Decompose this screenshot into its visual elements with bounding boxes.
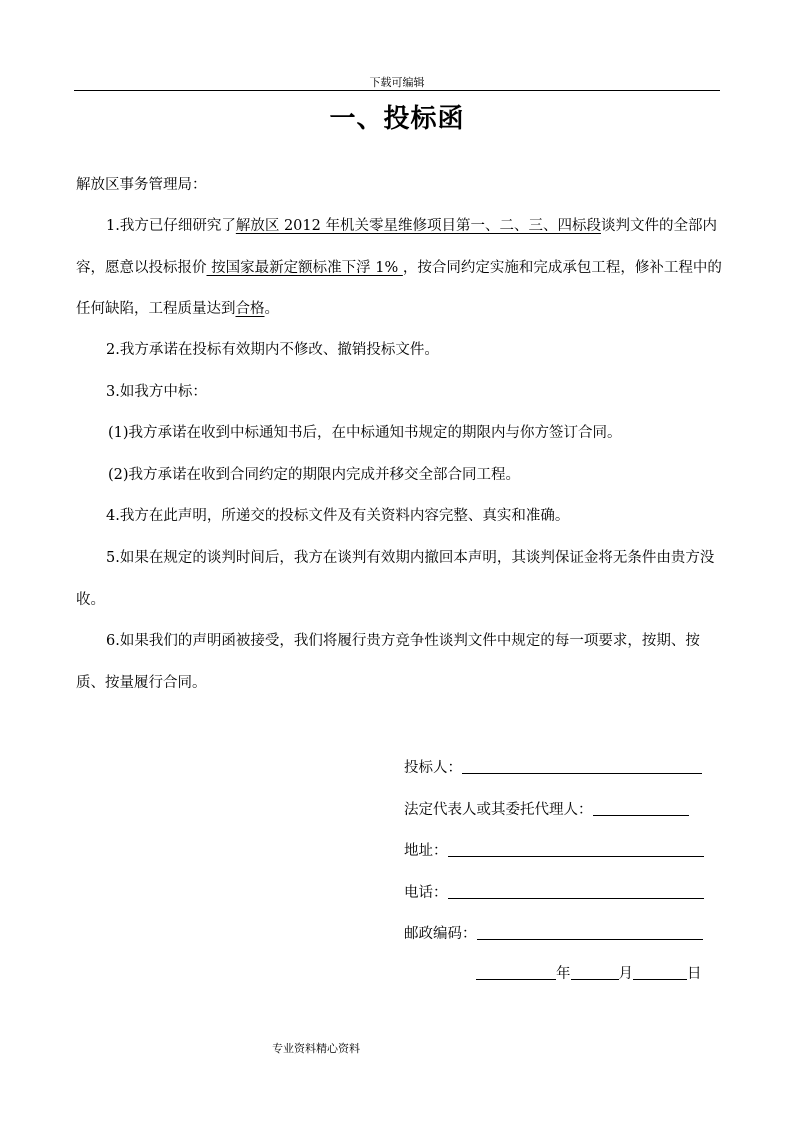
bid-price-field: 按国家最新定额标准下浮 1%	[206, 259, 403, 276]
project-name-field: 解放区 2012 年机关零星维修项目第一、二、三、四标段	[235, 218, 601, 234]
year-label: 年	[556, 966, 571, 982]
paragraph-1-text-c: ，按合同约定实施和完成承包工程，修补工程中的任何缺陷，工程质量达到	[76, 259, 722, 317]
page-footer: 专业资料精心资料	[272, 1042, 360, 1055]
signature-postcode	[404, 922, 703, 946]
postcode-blank[interactable]	[477, 925, 703, 940]
paragraph-3-item-2: (2)我方承诺在收到合同约定的期限内完成并移交全部合同工程。	[108, 467, 521, 483]
paragraph-2: 2.我方承诺在投标有效期内不修改、撤销投标文件。	[106, 342, 439, 358]
month-label: 月	[618, 966, 633, 982]
paragraph-6: 6.如果我们的声明函被接受，我们将履行贵方竞争性谈判文件中规定的每一项要求，按期、按质、按量履行合同。	[76, 633, 700, 691]
page-header: 下载可编辑	[369, 76, 425, 89]
postcode-label: 邮政编码：	[404, 926, 477, 942]
day-label: 日	[687, 966, 702, 982]
phone-label: 电话：	[404, 885, 448, 901]
header-divider	[74, 90, 720, 91]
paragraph-1-text-a: 1.我方已仔细研究了	[106, 218, 236, 234]
address-blank[interactable]	[448, 842, 704, 857]
addressee: 解放区事务管理局：	[76, 177, 207, 193]
paragraph-1-text-d: 。	[264, 301, 279, 317]
bidder-label: 投标人：	[404, 760, 462, 776]
signature-address	[404, 839, 704, 863]
representative-blank[interactable]	[593, 801, 689, 816]
signature-phone	[404, 881, 704, 905]
paragraph-5: 5.如果在规定的谈判时间后，我方在谈判有效期内撤回本声明，其谈判保证金将无条件由贵方没收。	[76, 550, 715, 608]
date-row	[476, 962, 702, 986]
paragraph-3-item-1: (1)我方承诺在收到中标通知书后，在中标通知书规定的期限内与你方签订合同。	[108, 425, 622, 441]
bidder-blank[interactable]	[462, 759, 702, 774]
quality-field: 合格	[235, 301, 265, 317]
year-blank[interactable]	[476, 965, 556, 980]
paragraph-4: 4.我方在此声明，所递交的投标文件及有关资料内容完整、真实和准确。	[106, 508, 570, 524]
day-blank[interactable]	[633, 965, 687, 980]
phone-blank[interactable]	[448, 884, 704, 899]
document-title: 一、投标函	[329, 104, 465, 134]
paragraph-3: 3.如我方中标：	[106, 384, 207, 400]
signature-bidder	[404, 756, 702, 780]
month-blank[interactable]	[571, 965, 619, 980]
address-label: 地址：	[404, 843, 448, 859]
representative-label: 法定代表人或其委托代理人：	[404, 802, 593, 818]
signature-representative	[404, 798, 689, 822]
paragraph-1-text-b: 谈判文件的全部内容，愿意以投标报价	[76, 218, 717, 276]
paragraph-1	[76, 206, 726, 331]
